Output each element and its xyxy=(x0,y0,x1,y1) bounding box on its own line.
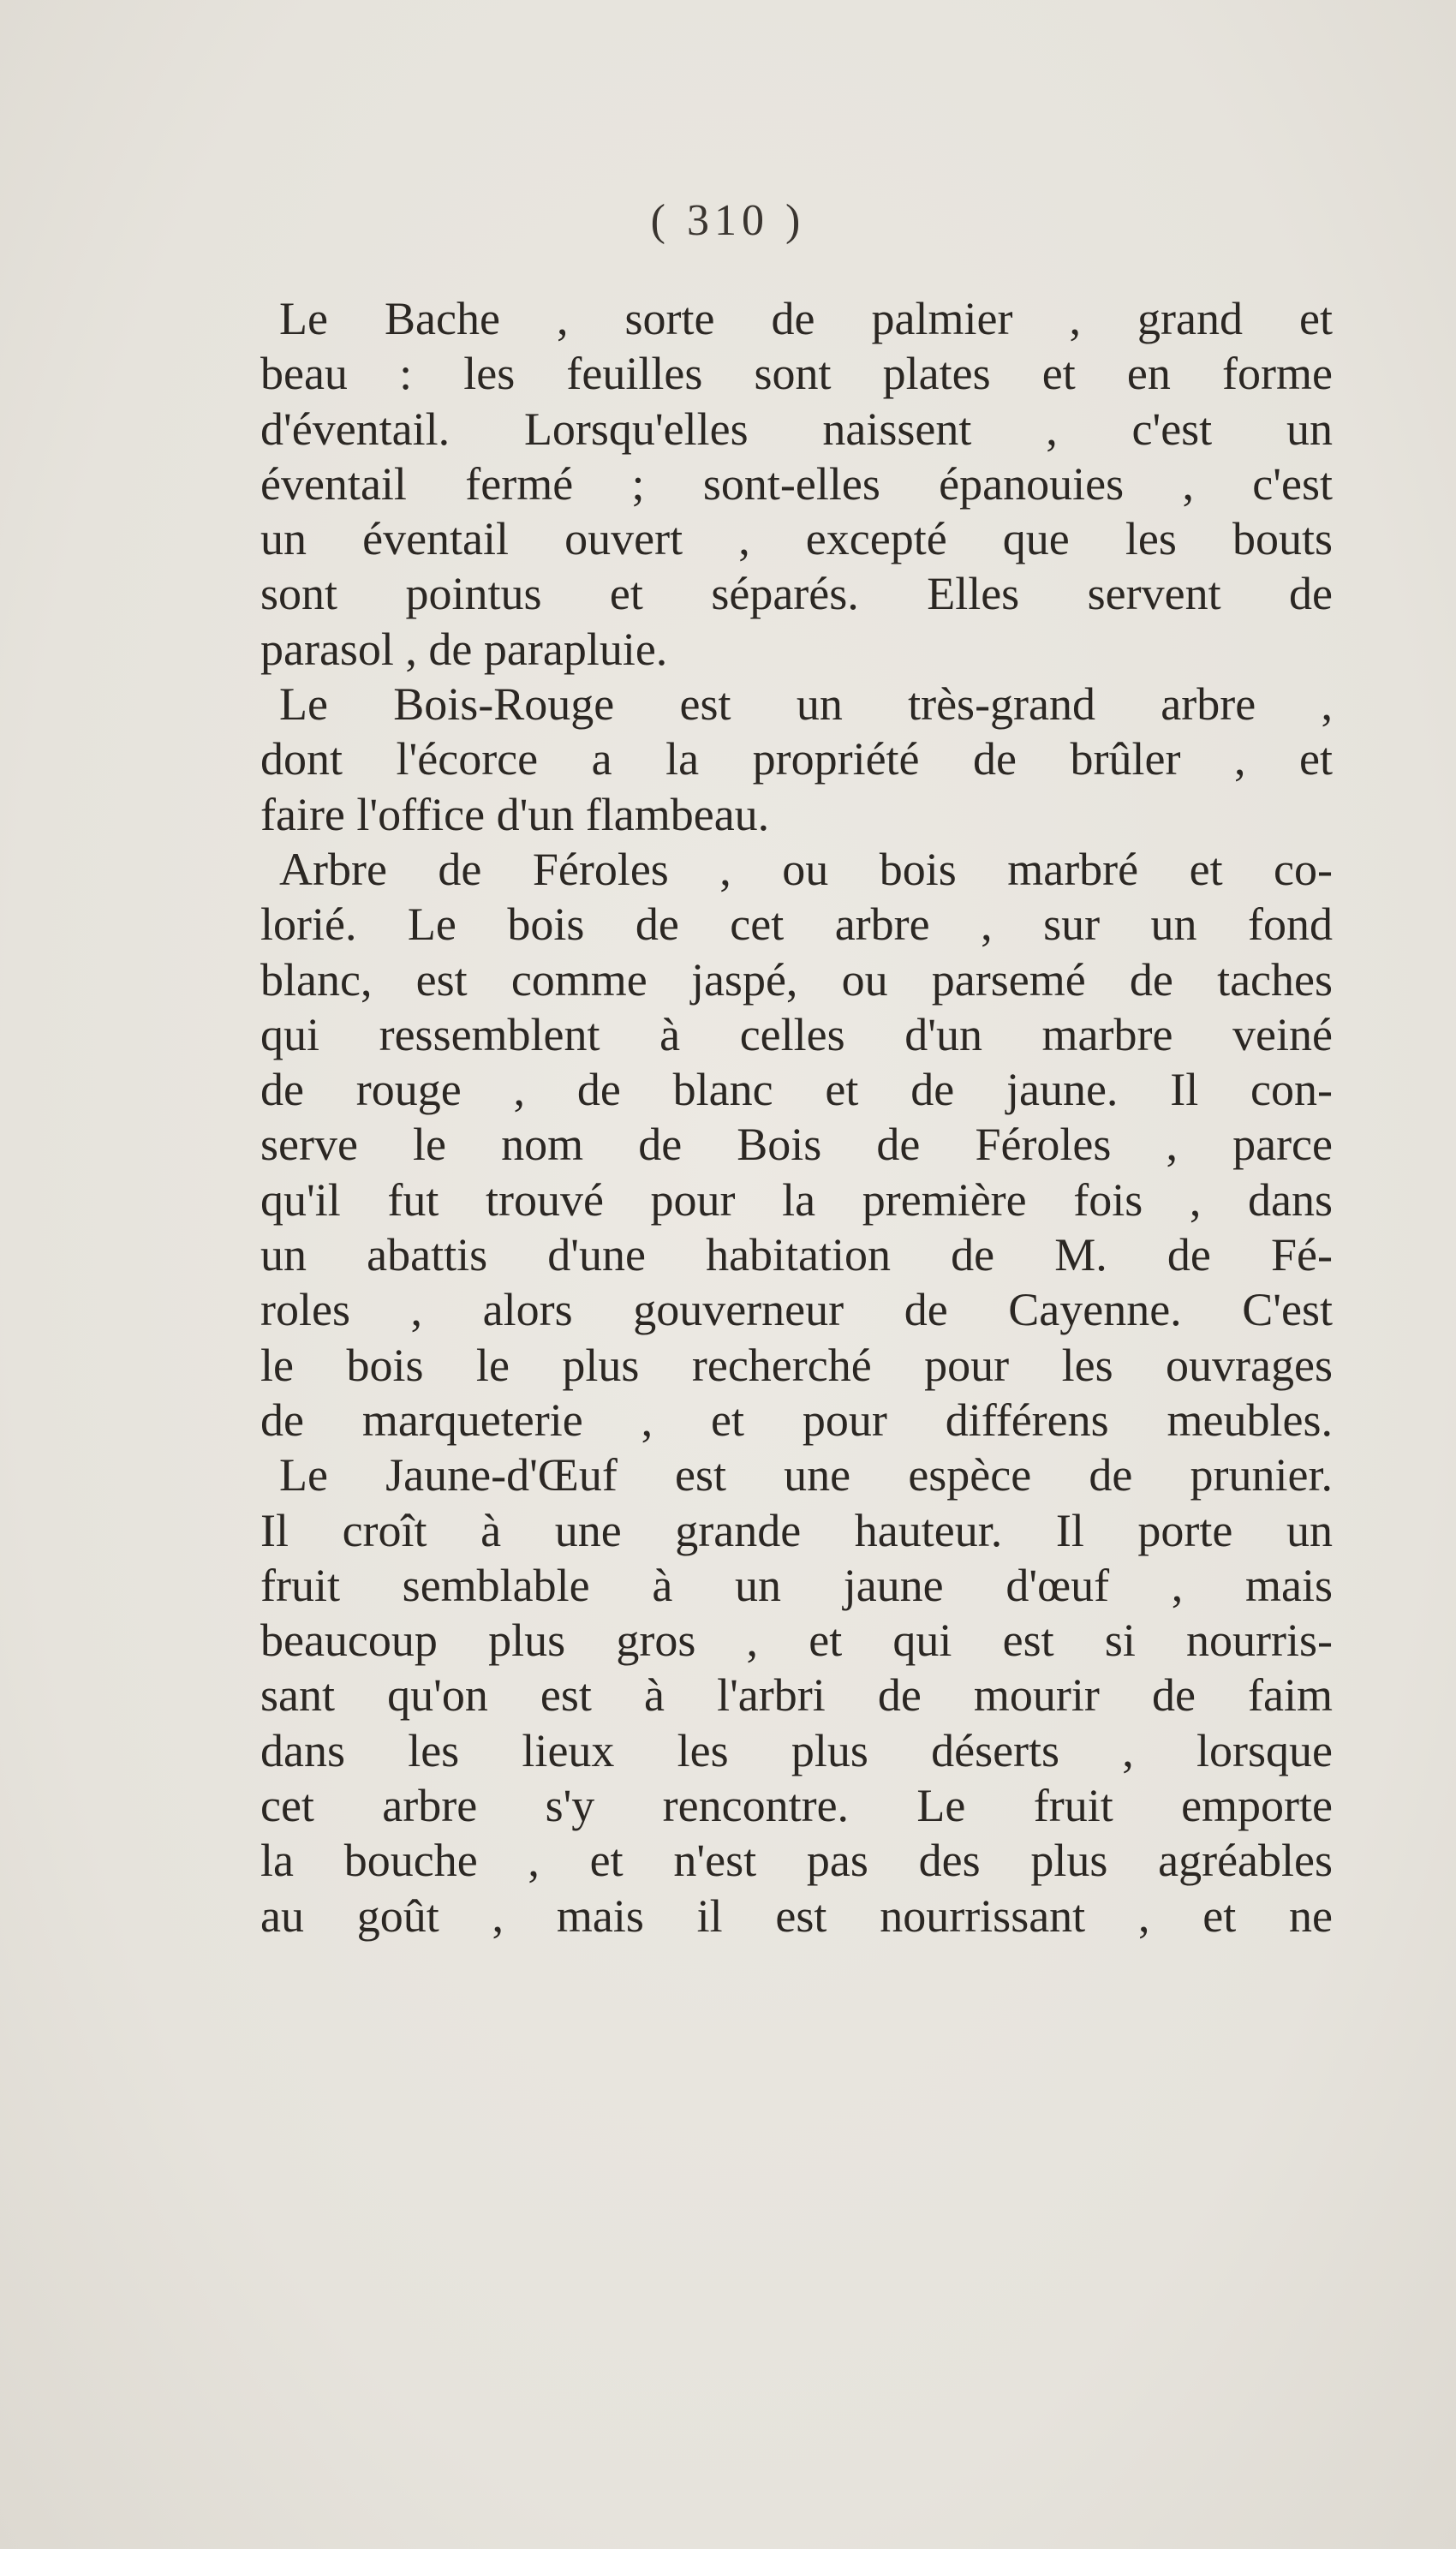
text-line: qu'il fut trouvé pour la première fois , dans xyxy=(260,1173,1333,1226)
text-line: cet arbre s'y rencontre. Le fruit emporte xyxy=(260,1780,1333,1832)
text-line: Le Bois-Rouge est un très-grand arbre , xyxy=(279,678,1333,731)
text-line: serve le nom de Bois de Féroles , parce xyxy=(260,1119,1333,1171)
text-line: beau : les feuilles sont plates et en forme xyxy=(260,348,1333,400)
text-line: fruit semblable à un jaune d'œuf , mais xyxy=(260,1559,1333,1611)
text-line: d'éventail. Lorsqu'elles naissent , c'est un xyxy=(260,403,1333,455)
page-number: ( 310 ) xyxy=(650,196,806,245)
text-line: Arbre de Féroles , ou bois marbré et co- xyxy=(279,843,1333,895)
text-line: éventail fermé ; sont-elles épanouies , c'est xyxy=(260,457,1333,510)
text-line: un éventail ouvert , excepté que les bouts xyxy=(260,513,1333,565)
text-line: dont l'écorce a la propriété de brûler , et xyxy=(260,733,1333,785)
text-line: sont pointus et séparés. Elles servent de xyxy=(260,568,1333,620)
text-line: de marqueterie , et pour différens meubles. xyxy=(260,1394,1333,1446)
text-line: faire l'office d'un flambeau. xyxy=(260,788,770,840)
text-line: de rouge , de blanc et de jaune. Il con- xyxy=(260,1064,1333,1116)
text-line: lorié. Le bois de cet arbre , sur un fond xyxy=(260,898,1333,951)
text-line: Le Bache , sorte de palmier , grand et xyxy=(279,293,1333,344)
body-text xyxy=(260,291,1333,1943)
text-line: un abattis d'une habitation de M. de Fé- xyxy=(260,1229,1333,1281)
text-line: qui ressemblent à celles d'un marbre veiné xyxy=(260,1008,1333,1060)
text-line: beaucoup plus gros , et qui est si nourris- xyxy=(260,1615,1333,1667)
text-line: blanc, est comme jaspé, ou parsemé de taches xyxy=(260,953,1333,1006)
text-line: sant qu'on est à l'arbri de mourir de faim xyxy=(260,1669,1333,1722)
text-line: dans les lieux les plus déserts , lorsque xyxy=(260,1724,1333,1776)
text-line: au goût , mais il est nourrissant , et ne xyxy=(260,1889,1333,1942)
text-line: la bouche , et n'est pas des plus agréables xyxy=(260,1835,1333,1887)
text-line: roles , alors gouverneur de Cayenne. C'est xyxy=(260,1284,1333,1336)
text-line: parasol , de parapluie. xyxy=(260,623,668,675)
text-line: Il croît à une grande hauteur. Il porte un xyxy=(260,1504,1333,1556)
text-line: le bois le plus recherché pour les ouvrages xyxy=(260,1339,1333,1391)
text-line: Le Jaune-d'Œuf est une espèce de prunier. xyxy=(279,1449,1333,1501)
